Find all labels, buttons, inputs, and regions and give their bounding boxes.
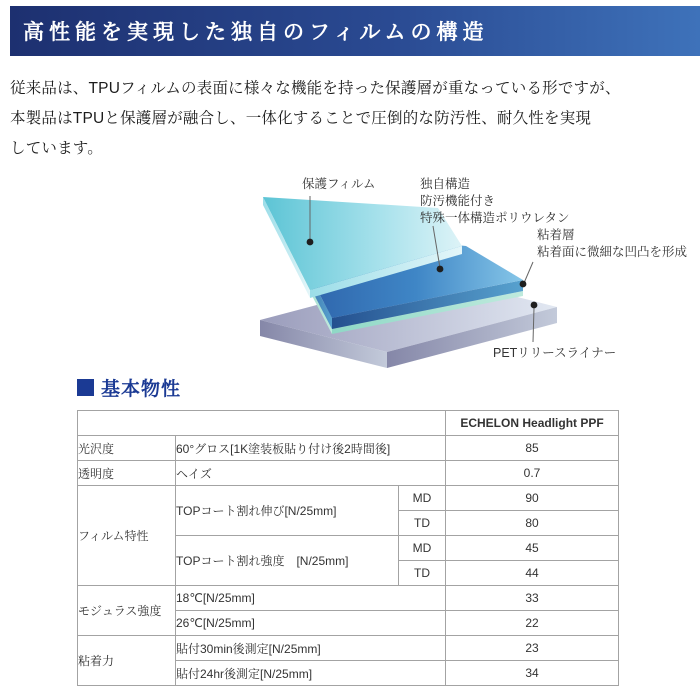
header-banner [10, 6, 700, 56]
row-label: 光沢度 [78, 436, 176, 461]
row-label: 透明度 [78, 461, 176, 486]
row-direction: TD [399, 561, 446, 586]
section-square-icon [77, 379, 94, 396]
row-direction: MD [399, 486, 446, 511]
label-pet-liner: PETリリースライナー [493, 346, 617, 360]
row-desc: 60°グロス[1K塗装板貼り付け後2時間後] [176, 436, 446, 461]
row-direction: TD [399, 511, 446, 536]
label-adhesive-layer: 粘着層 粘着面に微細な凹凸を形成 [537, 228, 688, 259]
label-unique-structure: 独自構造 防汚機能付き 特殊一体構造ポリウレタン [420, 177, 570, 225]
film-structure-diagram [165, 172, 700, 372]
table-row [78, 486, 619, 511]
row-value: 23 [446, 636, 619, 661]
row-value: 44 [446, 561, 619, 586]
product-header-cell: ECHELON Headlight PPF [446, 411, 619, 436]
page-title: 高性能を実現した独自のフィルムの構造 [23, 19, 489, 44]
section-title: 基本物性 [101, 379, 182, 400]
row-value: 0.7 [446, 461, 619, 486]
table-row [78, 436, 619, 461]
intro-line: しています。 [10, 140, 103, 157]
label-protective-film: 保護フィルム [302, 177, 376, 191]
section-heading [77, 374, 181, 401]
table-header-row [78, 411, 619, 436]
row-direction: MD [399, 536, 446, 561]
row-desc: 貼付30min後測定[N/25mm] [176, 636, 446, 661]
row-label: モジュラス強度 [78, 586, 176, 636]
row-desc: 18℃[N/25mm] [176, 586, 446, 611]
table-row [78, 636, 619, 661]
row-desc: TOPコート割れ伸び[N/25mm] [176, 486, 399, 536]
table-row [78, 461, 619, 486]
row-value: 80 [446, 511, 619, 536]
basic-properties-table [77, 410, 619, 686]
row-value: 34 [446, 661, 619, 686]
diagonal-header-cell [78, 411, 446, 436]
table-row [78, 586, 619, 611]
row-value: 22 [446, 611, 619, 636]
row-value: 33 [446, 586, 619, 611]
row-desc: TOPコート割れ強度 [N/25mm] [176, 536, 399, 586]
row-desc: 貼付24hr後測定[N/25mm] [176, 661, 446, 686]
intro-line: 本製品はTPUと保護層が融合し、一体化することで圧倒的な防汚性、耐久性を実現 [10, 110, 592, 127]
intro-paragraph [10, 74, 695, 164]
row-label: フィルム特性 [78, 486, 176, 586]
row-desc: ヘイズ [176, 461, 446, 486]
row-value: 45 [446, 536, 619, 561]
row-value: 90 [446, 486, 619, 511]
row-label: 粘着力 [78, 636, 176, 686]
intro-line: 従来品は、TPUフィルムの表面に様々な機能を持った保護層が重なっている形ですが、 [10, 80, 621, 97]
row-value: 85 [446, 436, 619, 461]
row-desc: 26℃[N/25mm] [176, 611, 446, 636]
